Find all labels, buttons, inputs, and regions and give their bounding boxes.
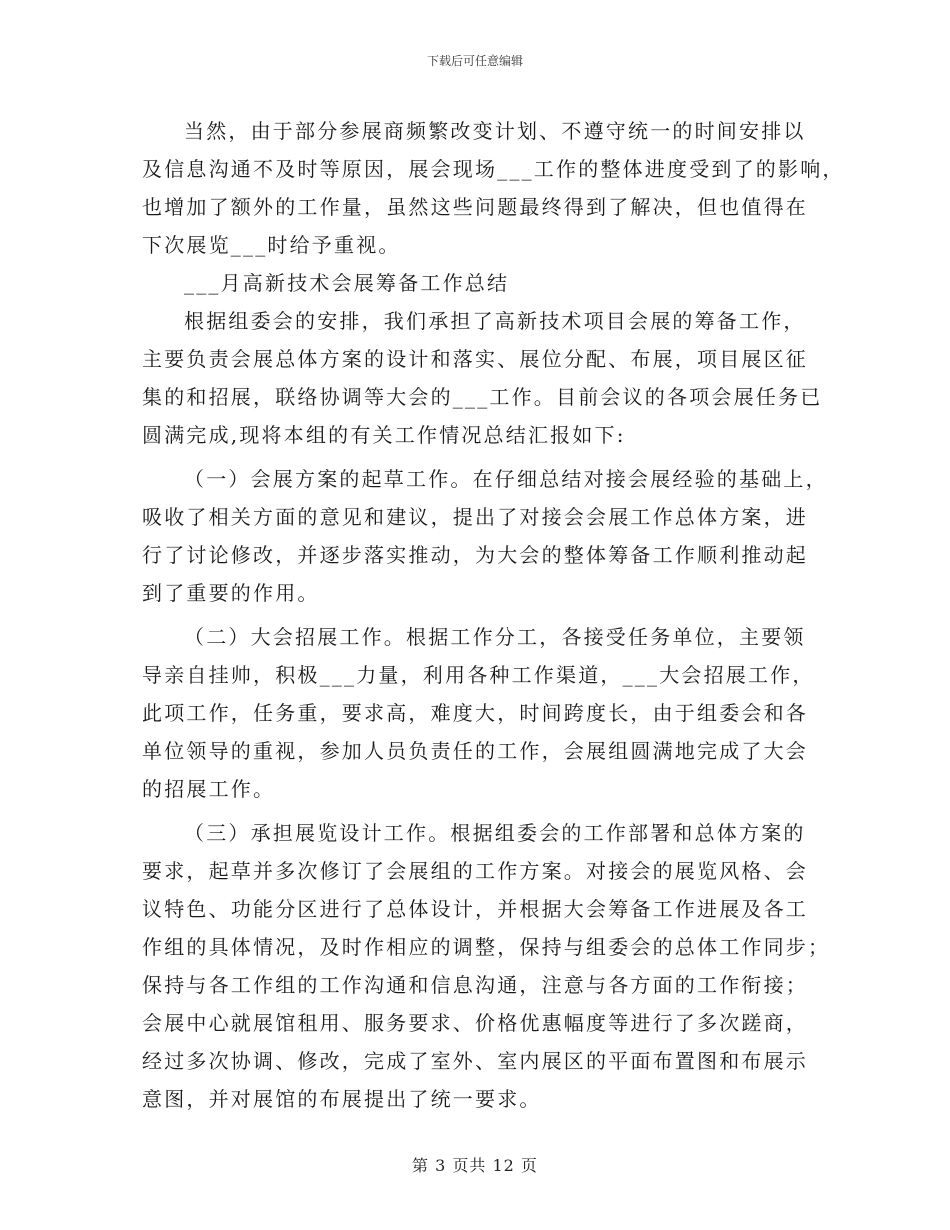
paragraph-1-line-4: 下次展览___时给予重视。 [142, 233, 401, 257]
paragraph-4-line-2: 吸收了相关方面的意见和建议，提出了对接会会展工作总体方案，进 [142, 505, 808, 529]
paragraph-4-line-4: 到了重要的作用。 [142, 581, 320, 605]
paragraph-6-line-6: 会展中心就展馆租用、服务要求、价格优惠幅度等进行了多次蹉商， [142, 1011, 808, 1035]
document-body [142, 112, 845, 1118]
paragraph-6-line-4: 作组的具体情况，及时作相应的调整，保持与组委会的总体工作同步； [142, 935, 831, 959]
paragraph-4-line-3: 行了讨论修改，并逐步落实推动，为大会的整体筹备工作顺利推动起 [142, 543, 808, 567]
paragraph-3-line-3: 集的和招展，联络协调等大会的___工作。目前会议的各项会展任务已 [142, 385, 823, 409]
paragraph-6-line-1: （三）承担展览设计工作。根据组委会的工作部署和总体方案的 [184, 821, 806, 845]
paragraph-6-line-2: 要求，起草并多次修订了会展组的工作方案。对接会的展览风格、会 [142, 859, 808, 883]
paragraph-5-line-3: 此项工作，任务重，要求高，难度大，时间跨度长，由于组委会和各 [142, 701, 808, 725]
paragraph-6-line-8: 意图，并对展馆的布展提出了统一要求。 [142, 1087, 542, 1111]
paragraph-5-line-5: 的招展工作。 [142, 777, 276, 801]
paragraph-5-line-1: （二）大会招展工作。根据工作分工，各接受任务单位，主要领 [184, 625, 806, 649]
paragraph-5-line-4: 单位领导的重视，参加人员负责任的工作，会展组圆满地完成了大会 [142, 739, 808, 763]
page-number-footer: 第 3 页共 12 页 [412, 1156, 538, 1175]
paragraph-5-line-2: 导亲自挂帅，积极___力量，利用各种工作渠道，___大会招展工作， [142, 663, 815, 687]
paragraph-1-line-3: 也增加了额外的工作量，虽然这些问题最终得到了解决，但也值得在 [142, 195, 808, 219]
paragraph-3-line-1: 根据组委会的安排，我们承担了高新技术项目会展的筹备工作， [184, 309, 806, 333]
paragraph-4-line-1: （一）会展方案的起草工作。在仔细总结对接会展经验的基础上， [184, 467, 828, 491]
paragraph-3-line-4: 圆满完成,现将本组的有关工作情况总结汇报如下: [142, 423, 626, 447]
paragraph-6-line-3: 议特色、功能分区进行了总体设计，并根据大会筹备工作进展及各工 [142, 897, 808, 921]
paragraph-1-line-2: 及信息沟通不及时等原因，展会现场___工作的整体进度受到了的影响， [142, 157, 845, 181]
section-heading: ___月高新技术会展筹备工作总结 [184, 271, 510, 295]
paragraph-1-line-1: 当然，由于部分参展商频繁改变计划、不遵守统一的时间安排以 [184, 119, 806, 143]
paragraph-6-line-5: 保持与各工作组的工作沟通和信息沟通，注意与各方面的工作衔接； [142, 973, 808, 997]
page-header-note: 下载后可任意编辑 [426, 54, 523, 68]
paragraph-3-line-2: 主要负责会展总体方案的设计和落实、展位分配、布展，项目展区征 [142, 347, 808, 371]
paragraph-6-line-7: 经过多次协调、修改，完成了室外、室内展区的平面布置图和布展示 [142, 1049, 808, 1073]
